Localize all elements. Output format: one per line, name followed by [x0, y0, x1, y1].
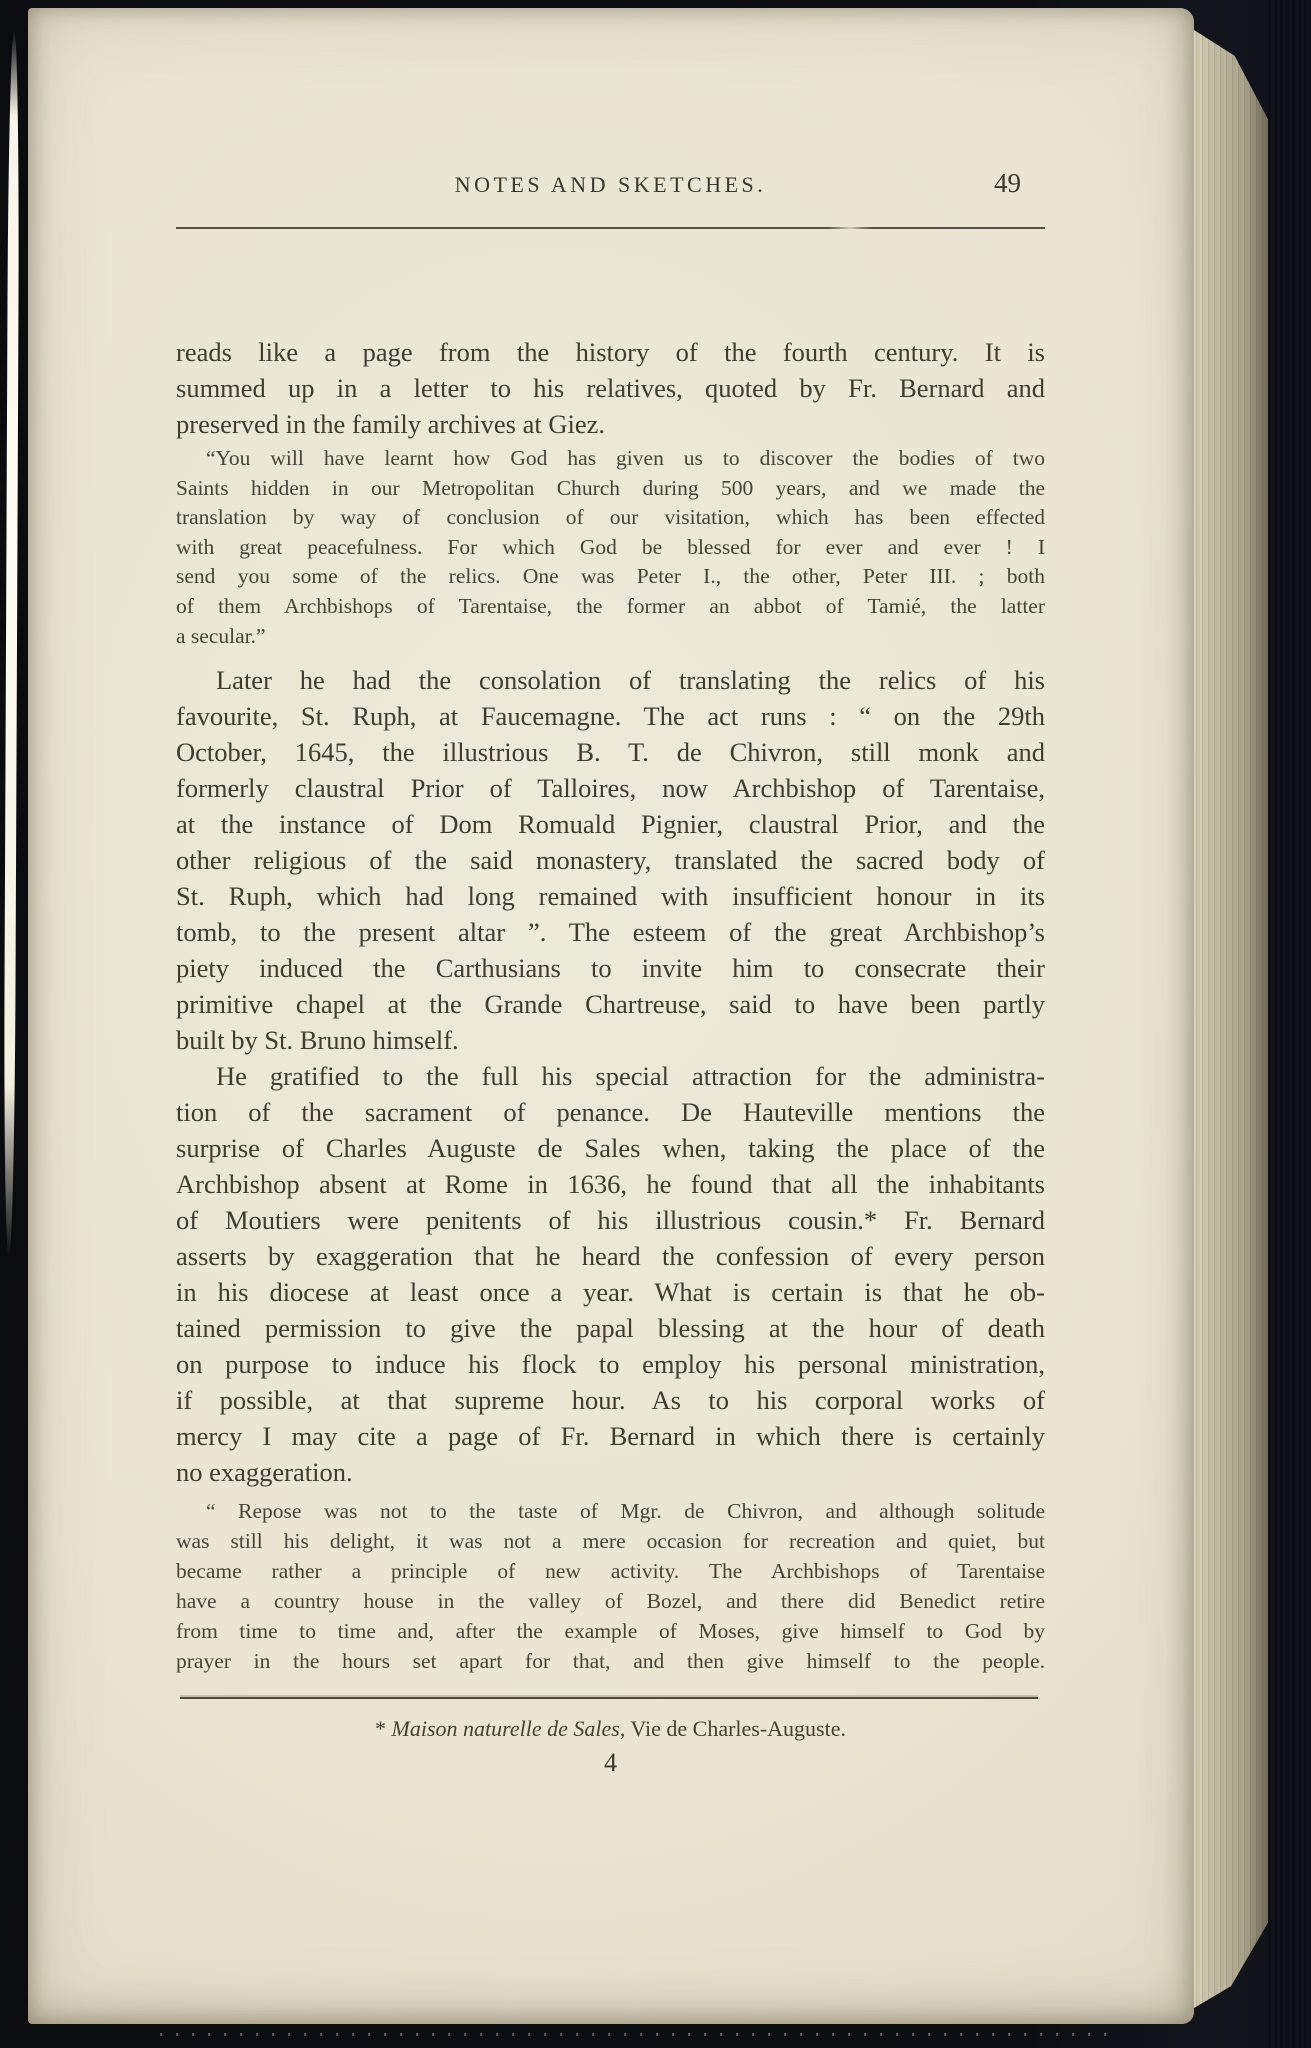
footnote-rest: , Vie de Charles-Auguste. [619, 1716, 846, 1741]
text-line: if possible, at that supreme hour. As to his corporal works of [176, 1385, 1045, 1415]
text-line: tomb, to the present altar ”. The esteem of the great Archbishop’s [176, 917, 1045, 947]
text-line: favourite, St. Ruph, at Faucemagne. The act runs : “ on the 29th [176, 701, 1045, 731]
signature-mark: 4 [604, 1748, 617, 1777]
text-line: preserved in the family archives at Giez. [176, 409, 605, 439]
text-line: of them Archbishops of Tarentaise, the former an abbot of Tamié, the latter [176, 593, 1045, 618]
text-line: “You will have learnt how God has given us to discover the bodies of two [206, 446, 1045, 470]
page-number: 49 [994, 168, 1021, 198]
text-line: translation by way of conclusion of our visitation, which has been effected [176, 505, 1045, 530]
text-line: with great peacefulness. For which God be blessed for ever and ever ! I [176, 534, 1045, 559]
footnote-title-italic: Maison naturelle de Sales [391, 1716, 620, 1741]
text-line: St. Ruph, which had long remained with insufficient honour in its [176, 881, 1045, 911]
text-line: from time to time and, after the example of Moses, give himself to God by [176, 1619, 1045, 1643]
text-line: was still his delight, it was not a mere occasion for recreation and quiet, but [176, 1529, 1045, 1553]
text-line: tion of the sacrament of penance. De Hauteville mentions the [176, 1097, 1045, 1127]
text-line: send you some of the relics. One was Peter I., the other, Peter III. ; both [176, 564, 1045, 589]
repose-quote-block [176, 1496, 1045, 1676]
text-line: prayer in the hours set apart for that, and then give himself to the people. [176, 1649, 1045, 1673]
text-line: at the instance of Dom Romuald Pignier, claustral Prior, and the [176, 809, 1045, 839]
text-line: surprise of Charles Auguste de Sales when, taking the place of the [176, 1133, 1045, 1163]
text-line: piety induced the Carthusians to invite him to consecrate their [176, 953, 1045, 983]
text-line: built by St. Bruno himself. [176, 1025, 459, 1055]
text-line: Saints hidden in our Metropolitan Church during 500 years, and we made the [176, 475, 1045, 500]
text-line: “ Repose was not to the taste of Mgr. de Chivron, and although solitude [206, 1499, 1045, 1523]
text-line: asserts by exaggeration that he heard the confession of every person [176, 1241, 1045, 1271]
text-line: formerly claustral Prior of Talloires, now Archbishop of Tarentaise, [176, 773, 1045, 803]
running-head: NOTES AND SKETCHES. [454, 172, 767, 197]
text-line: on purpose to induce his flock to employ his personal ministration, [176, 1349, 1045, 1379]
text-line: other religious of the said monastery, translated the sacred body of [176, 845, 1045, 875]
letter-quote-block [176, 444, 1045, 651]
text-line: October, 1645, the illustrious B. T. de Chivron, still monk and [176, 737, 1045, 767]
text-line: no exaggeration. [176, 1457, 353, 1487]
text-line: of Moutiers were penitents of his illustrious cousin.* Fr. Bernard [176, 1205, 1045, 1235]
footnote-rule [180, 1697, 1038, 1699]
text-line: mercy I may cite a page of Fr. Bernard in which there is certainly [176, 1421, 1045, 1451]
text-line: tained permission to give the papal blessing at the hour of death [176, 1313, 1045, 1343]
text-line: a secular.” [176, 623, 266, 648]
footnote-marker: * [375, 1716, 392, 1741]
text-line: became rather a principle of new activity. The Archbishops of Tarentaise [176, 1559, 1045, 1583]
text-line: reads like a page from the history of the fourth century. It is [176, 337, 1045, 367]
paragraph-later-consolation [176, 662, 1045, 1058]
text-line: have a country house in the valley of Bozel, and there did Benedict retire [176, 1589, 1045, 1613]
paragraph-he-gratified [176, 1058, 1045, 1490]
text-line: Later he had the consolation of translating the relics of his [216, 665, 1045, 695]
text-line: primitive chapel at the Grande Chartreuse, said to have been partly [176, 989, 1045, 1019]
footnote [176, 1716, 1045, 1742]
paragraph-continuation [176, 334, 1045, 442]
text-line: He gratified to the full his special attraction for the administra- [216, 1061, 1045, 1091]
text-line: summed up in a letter to his relatives, quoted by Fr. Bernard and [176, 373, 1045, 403]
text-line: Archbishop absent at Rome in 1636, he found that all the inhabitants [176, 1169, 1045, 1199]
text-line: in his diocese at least once a year. What is certain is that he ob- [176, 1277, 1045, 1307]
